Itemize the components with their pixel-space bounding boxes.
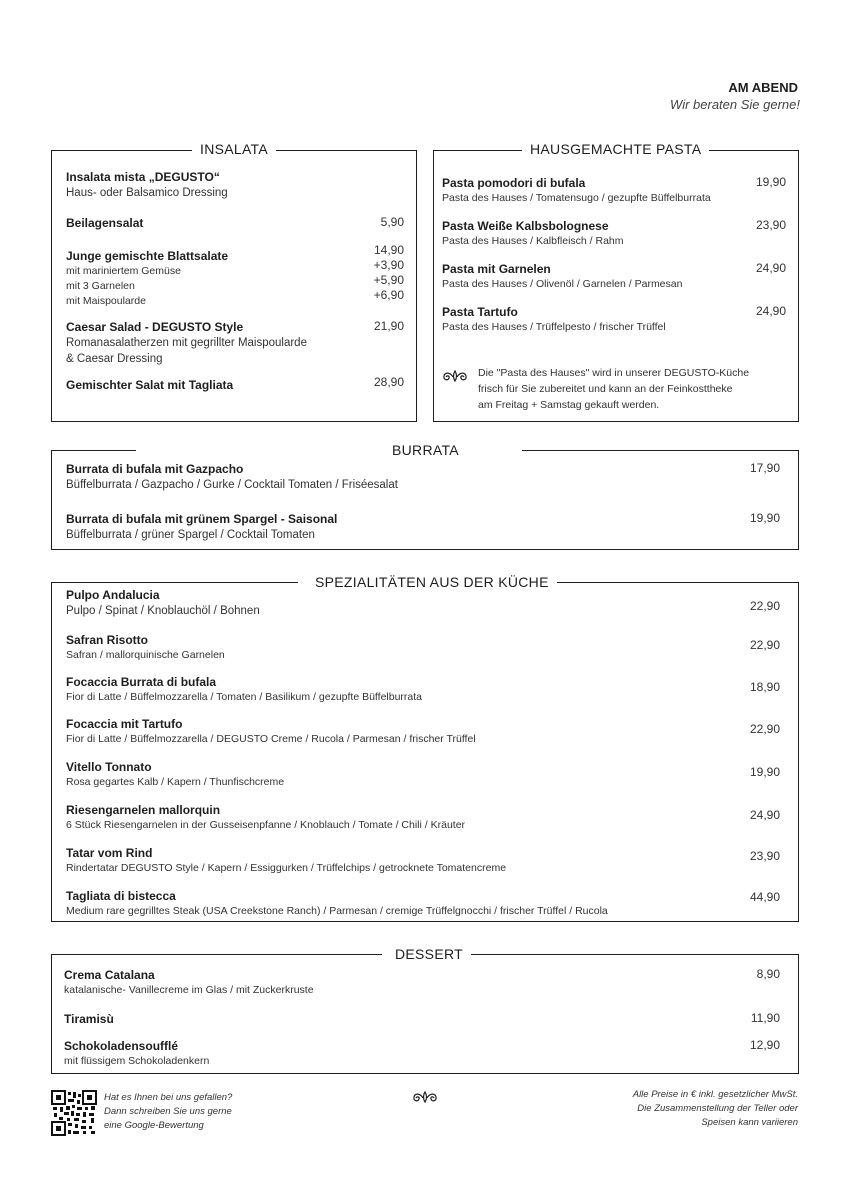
menu-item	[66, 511, 786, 543]
item-name: Pasta Tartufo	[442, 305, 518, 319]
item-price: 24,90	[755, 304, 786, 318]
item-price: 12,90	[749, 1038, 780, 1052]
pasta-title: HAUSGEMACHTE PASTA	[522, 141, 709, 157]
item-name: Focaccia mit Tartufo	[66, 717, 183, 731]
menu-item	[64, 1038, 786, 1069]
item-desc: mit flüssigem Schokoladenkern	[64, 1055, 210, 1067]
item-desc: katalanische- Vanillecreme im Glas / mit Zuckerkruste	[64, 984, 314, 996]
item-desc: Fior di Latte / Büffelmozzarella / Tomaten / Basilikum / gezupfte Büffelburrata	[66, 691, 423, 703]
qr-code-icon[interactable]	[51, 1090, 97, 1136]
item-desc: Medium rare gegrilltes Steak (USA Creekstone Ranch) / Parmesan / cremige Trüffelgnocchi / frischer Trüffel / Rucola	[66, 905, 608, 917]
item-desc: Haus- oder Balsamico Dressing	[66, 187, 228, 199]
note-line: am Freitag + Samstag gekauft werden.	[478, 399, 660, 411]
item-name: Insalata mista „DEGUSTO“	[66, 170, 220, 184]
header-title: AM ABEND	[728, 80, 798, 95]
item-name: Burrata di bufala mit Gazpacho	[66, 462, 244, 476]
item-name: Gemischter Salat mit Tagliata	[66, 378, 234, 392]
menu-item	[66, 674, 786, 705]
item-name: Safran Risotto	[66, 633, 149, 647]
footer-line: Speisen kann variieren	[701, 1117, 798, 1128]
item-price: 24,90	[749, 808, 780, 822]
item-desc: Fior di Latte / Büffelmozzarella / DEGUSTO Creme / Rucola / Parmesan / frischer Trüffel	[66, 733, 476, 745]
option-price: +5,90	[373, 273, 404, 287]
item-desc: Romanasalatherzen mit gegrillter Maispoularde	[66, 337, 307, 349]
item-name: Riesengarnelen mallorquin	[66, 803, 221, 817]
ornament-icon	[412, 1090, 438, 1104]
menu-item	[442, 304, 786, 335]
note-line: Die "Pasta des Hauses" wird in unserer DEGUSTO-Küche	[478, 367, 750, 379]
item-name: Tiramisù	[64, 1012, 114, 1026]
footer-price-note	[633, 1088, 798, 1130]
item-name: Beilagensalat	[66, 216, 144, 230]
item-name: Crema Catalana	[64, 968, 155, 982]
menu-item	[66, 888, 786, 919]
item-desc: Rindertatar DEGUSTO Style / Kapern / Essiggurken / Trüffelchips / getrocknete Tomatencreme	[66, 862, 507, 874]
item-price: 11,90	[750, 1011, 780, 1025]
item-price: 23,90	[755, 218, 786, 232]
menu-item	[64, 967, 786, 998]
pasta-note	[478, 365, 749, 413]
item-name: Schokoladensoufflé	[64, 1039, 179, 1053]
item-price: 22,90	[749, 599, 780, 613]
item-name: Pasta Weiße Kalbsbolognese	[442, 219, 609, 233]
menu-item	[66, 716, 786, 747]
menu-item	[66, 319, 404, 367]
pasta-section	[433, 141, 799, 422]
item-name: Caesar Salad - DEGUSTO Style	[66, 320, 244, 334]
spezial-title: SPEZIALITÄTEN AUS DER KÜCHE	[307, 574, 557, 590]
item-desc: Pasta des Hauses / Olivenöl / Garnelen / Parmesan	[442, 278, 683, 290]
burrata-title-label: BURRATA	[384, 442, 467, 458]
item-name: Pasta mit Garnelen	[442, 262, 551, 276]
menu-item	[66, 845, 786, 876]
item-option: mit mariniertem Gemüse	[66, 265, 181, 277]
item-price: 5,90	[380, 215, 404, 229]
option-price: +3,90	[373, 258, 404, 272]
item-name: Pasta pomodori di bufala	[442, 176, 586, 190]
item-price-list	[374, 243, 404, 303]
menu-item	[442, 175, 786, 206]
item-desc: Pasta des Hauses / Kalbfleisch / Rahm	[442, 235, 624, 247]
item-name: Pulpo Andalucia	[66, 588, 160, 602]
footer-line: Dann schreiben Sie uns gerne	[104, 1106, 232, 1117]
insalata-section	[51, 141, 417, 422]
item-desc: Pasta des Hauses / Tomatensugo / gezupfte Büffelburrata	[442, 192, 711, 204]
menu-item	[64, 1011, 786, 1027]
menu-item	[66, 169, 404, 201]
menu-item	[66, 759, 786, 790]
option-price: +6,90	[373, 288, 404, 302]
menu-item	[66, 632, 786, 663]
item-name: Focaccia Burrata di bufala	[66, 675, 217, 689]
menu-item	[66, 377, 404, 393]
item-option: mit 3 Garnelen	[66, 280, 135, 292]
footer-line: Hat es Ihnen bei uns gefallen?	[104, 1092, 233, 1103]
menu-item	[442, 218, 786, 249]
item-price: 28,90	[373, 375, 404, 389]
item-name: Vitello Tonnato	[66, 760, 152, 774]
item-desc: Pasta des Hauses / Trüffelpesto / frischer Trüffel	[442, 321, 666, 333]
menu-item	[66, 461, 786, 493]
item-price: 24,90	[755, 261, 786, 275]
item-price: 8,90	[756, 967, 780, 981]
menu-item	[442, 261, 786, 292]
item-name: Burrata di bufala mit grünem Spargel - Saisonal	[66, 512, 338, 526]
dessert-section	[51, 946, 799, 1074]
footer-review-note	[104, 1091, 232, 1133]
menu-item	[66, 802, 786, 833]
item-desc: & Caesar Dressing	[66, 353, 163, 365]
item-price: 21,90	[373, 319, 404, 333]
footer-line: Alle Preise in € inkl. gesetzlicher MwSt.	[632, 1089, 798, 1100]
item-price: 19,90	[749, 765, 780, 779]
menu-item	[66, 587, 786, 619]
item-desc: 6 Stück Riesengarnelen in der Gusseisenpfanne / Knoblauch / Tomate / Chili / Kräuter	[66, 819, 466, 831]
item-name: Junge gemischte Blattsalate	[66, 249, 229, 263]
ornament-icon	[442, 369, 468, 383]
item-desc: Pulpo / Spinat / Knoblauchöl / Bohnen	[66, 605, 260, 617]
item-desc: Büffelburrata / Gazpacho / Gurke / Cocktail Tomaten / Friséesalat	[66, 479, 398, 491]
item-price: 14,90	[373, 243, 404, 257]
item-price: 18,90	[749, 680, 780, 694]
footer-line: eine Google-Bewertung	[104, 1120, 204, 1131]
dessert-title: DESSERT	[387, 946, 471, 962]
menu-item	[66, 215, 404, 231]
item-price: 22,90	[749, 722, 780, 736]
item-price: 44,90	[749, 890, 780, 904]
insalata-title: INSALATA	[192, 141, 276, 157]
item-option: mit Maispoularde	[66, 295, 146, 307]
item-desc: Rosa gegartes Kalb / Kapern / Thunfischcreme	[66, 776, 285, 788]
item-desc: Büffelburrata / grüner Spargel / Cocktail Tomaten	[66, 529, 315, 541]
item-price: 19,90	[755, 175, 786, 189]
item-name: Tatar vom Rind	[66, 846, 153, 860]
item-name: Tagliata di bistecca	[66, 889, 176, 903]
spezial-section	[51, 574, 799, 922]
item-price: 19,90	[749, 511, 780, 525]
note-line: frisch für Sie zubereitet und kann an der Feinkosttheke	[478, 383, 733, 395]
item-desc: Safran / mallorquinische Garnelen	[66, 649, 225, 661]
item-price: 22,90	[749, 638, 780, 652]
burrata-section	[51, 442, 799, 550]
header-subtitle: Wir beraten Sie gerne!	[670, 97, 800, 112]
menu-item	[66, 243, 404, 309]
item-price: 23,90	[749, 849, 780, 863]
footer-line: Die Zusammenstellung der Teller oder	[637, 1103, 798, 1114]
item-price: 17,90	[749, 461, 780, 475]
